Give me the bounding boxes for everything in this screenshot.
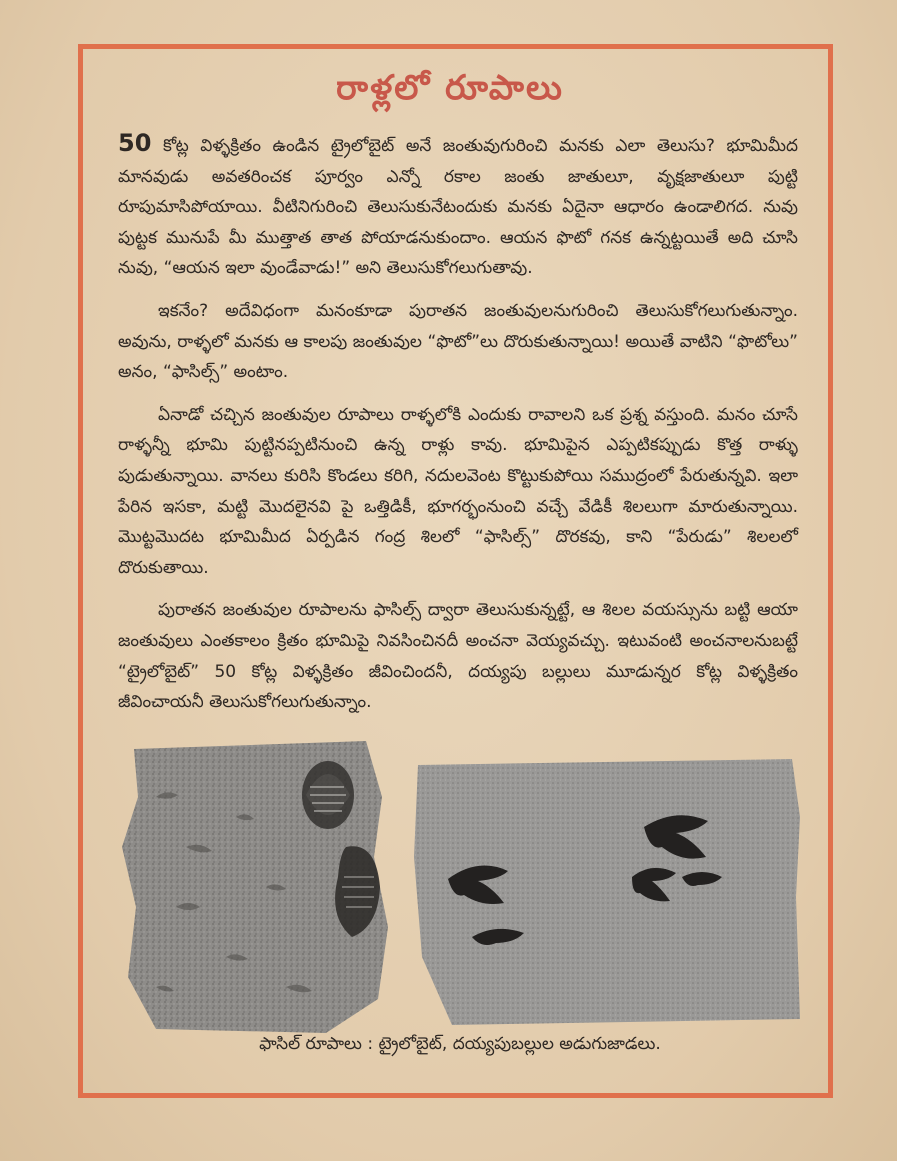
- page-title: రాళ్లలో రూపాలు: [336, 68, 564, 108]
- paragraph-1-text: కోట్ల విళ్ళక్రితం ఉండిన ట్రైలోబైట్ అనే జంతువుగురించి మనకు ఎలా తెలుసు? భూమిమీద మానవుడు అవతరించక పూర్వం ఎన్నో రకాల జంతు జాతులూ, వృక్షజాతులూ పుట్టి రూపుమాసిపోయాయి. వీటినిగురించి తెలుసుకునేటందుకు మనకు ఏదైనా ఆధారం ఉండాలిగద. నువు పుట్టక మునుపే మీ ముత్తాత తాత పోయాడనుకుందాం. ఆయన ఫొటో గనక ఉన్నట్టయితే అది చూసి నువు, “ఆయన ఇలా వుండేవాడు!” అని తెలుసుకోగలుగుతావు.: [118, 136, 798, 279]
- article-body: [118, 128, 798, 730]
- paragraph-number: 50: [118, 129, 152, 157]
- paragraph-1: [118, 128, 798, 284]
- figure-caption: ఫాసిల్ రూపాలు : ట్రైలోబైట్, దయ్యపుబల్లుల అడుగుజాడలు.: [259, 1034, 661, 1054]
- trilobite-fossil-photo: [116, 737, 396, 1037]
- dinosaur-footprint-photo: [412, 757, 802, 1027]
- paragraph-4: పురాతన జంతువుల రూపాలను ఫాసిల్స్ ద్వారా తెలుసుకున్నట్టే, ఆ శిలల వయస్సును బట్టి ఆయా జంతువులు ఎంతకాలం క్రితం భూమిపై నివసించినదీ అంచనా వెయ్యవచ్చు. ఇటువంటి అంచనాలనుబట్టే “ట్రైలోబైట్” 50 కోట్ల విళ్ళక్రితం జీవించిందనీ, దయ్యపు బల్లులు మూడున్నర కోట్ల విళ్ళక్రితం జీవించాయనీ తెలుసుకోగలుగుతున్నాం.: [118, 600, 798, 713]
- paragraph-2: ఇకనేం? అదేవిధంగా మనంకూడా పురాతన జంతువులనుగురించి తెలుసుకోగలుగుతున్నాం. అవును, రాళ్ళలో మనకు ఆ కాలపు జంతువుల “ఫొటో”లు దొరుకుతున్నాయి! అయితే వాటిని “ఫొటోలు” అనం, “ఫాసిల్స్” అంటాం.: [118, 300, 798, 383]
- paragraph-3: ఏనాడో చచ్చిన జంతువుల రూపాలు రాళ్ళలోకి ఎందుకు రావాలని ఒక ప్రశ్న వస్తుంది. మనం చూసే రాళ్ళన్నీ భూమి పుట్టినప్పటినుంచి ఉన్న రాళ్లు కావు. భూమిపైన ఎప్పటికప్పుడు కొత్త రాళ్ళు పుడుతున్నాయి. వానలు కురిసి కొండలు కరిగి, నదులవెంట కొట్టుకుపోయి సముద్రంలో పేరుతున్నవి. ఇలా పేరిన ఇసకా, మట్టి మొదలైనవి పై ఒత్తిడికీ, భూగర్భంనుంచి వచ్చే వేడికీ శిలలుగా మారుతున్నాయి. మొట్టమొదట భూమిమీద ఏర్పడిన గంద్ర శిలలో “ఫాసిల్స్” దొరకవు, కాని “పేరుడు” శిలలలో దొరుకుతాయి.: [118, 404, 798, 578]
